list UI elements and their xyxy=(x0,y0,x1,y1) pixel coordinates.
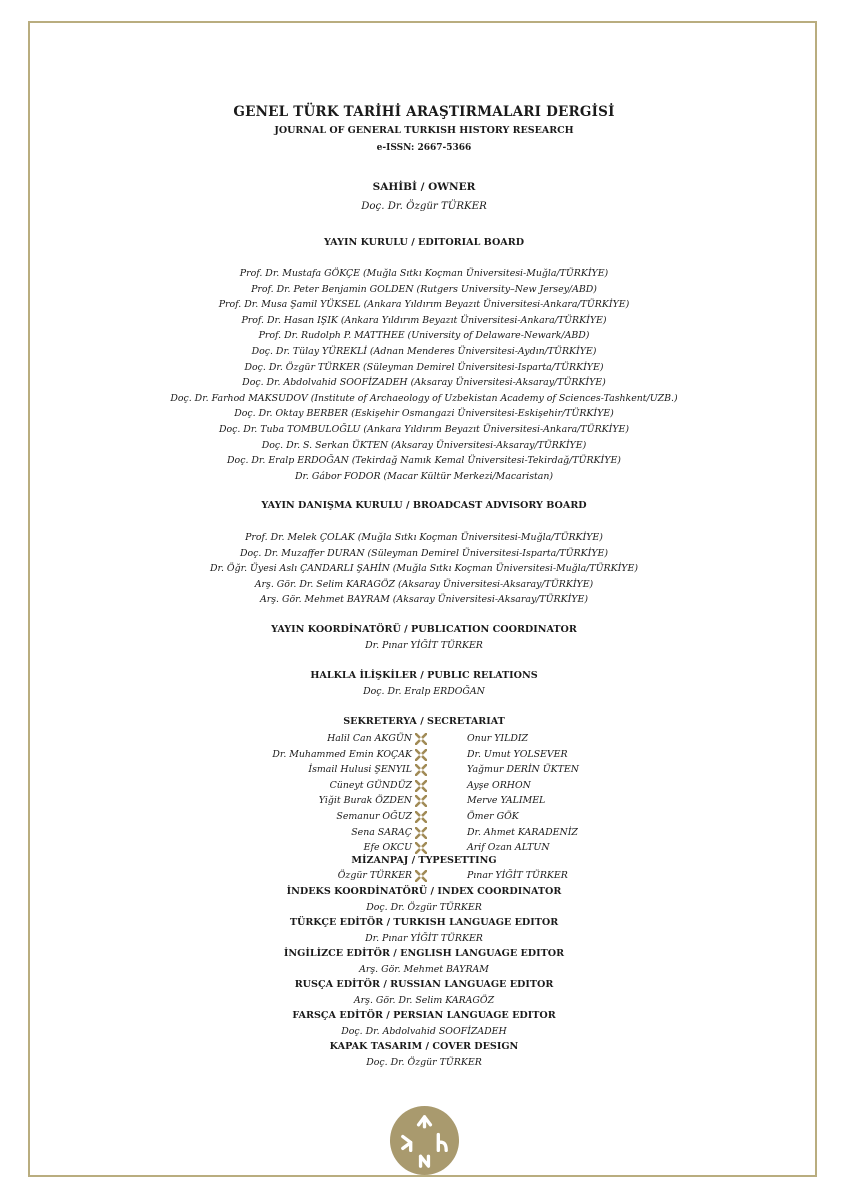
secretariat-row xyxy=(0,793,848,809)
editorial-board-member: Prof. Dr. Peter Benjamin GOLDEN (Rutgers University–New Jersey/ABD) xyxy=(251,283,597,295)
cross-ornament-icon xyxy=(415,827,427,839)
secretariat-left-name: Yiğit Burak ÖZDEN xyxy=(318,795,412,807)
secretariat-heading: SEKRETERYA / SECRETARIAT xyxy=(343,716,505,727)
persian-editor-name: Doç. Dr. Abdolvahid SOOFİZADEH xyxy=(341,1026,507,1037)
english-editor-heading: İNGİLİZCE EDİTÖR / ENGLISH LANGUAGE EDITOR xyxy=(283,948,565,959)
cross-ornament-icon xyxy=(415,764,427,776)
russian-editor-name: Arş. Gör. Dr. Selim KARAGÖZ xyxy=(353,995,495,1006)
advisory-board-member: Arş. Gör. Dr. Selim KARAGÖZ (Aksaray Üniversitesi-Aksaray/TÜRKİYE) xyxy=(254,578,594,590)
secretariat-right-name: Dr. Umut YOLSEVER xyxy=(467,748,568,760)
cover-design-heading: KAPAK TASARIM / COVER DESIGN xyxy=(329,1041,519,1052)
secretariat-left-name: İsmail Hulusi ŞENYIL xyxy=(308,764,412,776)
english-editor-name: Arş. Gör. Mehmet BAYRAM xyxy=(359,964,489,975)
cover-design-name: Doç. Dr. Özgür TÜRKER xyxy=(366,1057,482,1068)
publication-coordinator-name: Dr. Pınar YİĞİT TÜRKER xyxy=(365,640,483,651)
typesetting-left-name: Özgür TÜRKER xyxy=(337,870,412,881)
secretariat-left-name: Sena SARAÇ xyxy=(351,826,412,838)
journal-subtitle: JOURNAL OF GENERAL TURKISH HISTORY RESEARCH xyxy=(274,125,574,136)
cross-ornament-icon xyxy=(415,870,427,882)
secretariat-row xyxy=(0,825,848,841)
secretariat-right-name: Ayşe ORHON xyxy=(467,779,531,791)
secretariat-left-name: Efe OKCU xyxy=(363,842,412,854)
editorial-board-member: Doç. Dr. Tuba TOMBULOĞLU (Ankara Yıldırım Beyazıt Üniversitesi-Ankara/TÜRKİYE) xyxy=(218,423,630,435)
advisory-board-member: Arş. Gör. Mehmet BAYRAM (Aksaray Üniversitesi-Aksaray/TÜRKİYE) xyxy=(259,594,589,606)
typesetting-heading: MİZANPAJ / TYPESETTING xyxy=(351,855,497,866)
secretariat-row xyxy=(0,762,848,778)
persian-editor-heading: FARSÇA EDİTÖR / PERSIAN LANGUAGE EDITOR xyxy=(292,1010,556,1021)
secretariat-left-name: Halil Can AKGÜN xyxy=(327,733,412,744)
advisory-board-member: Doç. Dr. Muzaffer DURAN (Süleyman Demirel Üniversitesi-Isparta/TÜRKİYE) xyxy=(239,547,609,559)
editorial-board-member: Dr. Gábor FODOR (Macar Kültür Merkezi/Macaristan) xyxy=(294,470,554,482)
secretariat-right-name: Merve YALIMEL xyxy=(467,795,546,807)
cross-ornament-icon xyxy=(415,780,427,792)
secretariat-row xyxy=(0,809,848,825)
editorial-board-member: Doç. Dr. Farhod MAKSUDOV (Institute of Archaeology of Uzbekistan Academy of Sciences-Tashkent/UZB.) xyxy=(170,392,678,404)
editorial-board-member: Doç. Dr. Özgür TÜRKER (Süleyman Demirel Üniversitesi-Isparta/TÜRKİYE) xyxy=(244,361,604,373)
secretariat-right-name: Ömer GÖK xyxy=(467,811,519,822)
public-relations-heading: HALKLA İLİŞKİLER / PUBLIC RELATIONS xyxy=(310,670,538,681)
editorial-board-member: Prof. Dr. Hasan IŞIK (Ankara Yıldırım Beyazıt Üniversitesi-Ankara/TÜRKİYE) xyxy=(241,314,607,326)
secretariat-right-name: Yağmur DERİN ÜKTEN xyxy=(467,764,579,776)
russian-editor-heading: RUSÇA EDİTÖR / RUSSIAN LANGUAGE EDITOR xyxy=(294,979,554,990)
cross-ornament-icon xyxy=(415,842,427,854)
advisory-board-member: Dr. Öğr. Üyesi Aslı ÇANDARLI ŞAHİN (Muğla Sıtkı Koçman Üniversitesi-Muğla/TÜRKİYE) xyxy=(210,563,638,575)
index-coordinator-name: Doç. Dr. Özgür TÜRKER xyxy=(366,902,482,913)
publication-coordinator-heading: YAYIN KOORDİNATÖRÜ / PUBLICATION COORDINATOR xyxy=(271,624,577,635)
advisory-board-heading: YAYIN DANIŞMA KURULU / BROADCAST ADVISORY BOARD xyxy=(261,500,587,511)
advisory-board-list xyxy=(0,530,848,608)
editorial-board-list xyxy=(0,266,848,484)
typesetting-right-name: Pınar YİĞİT TÜRKER xyxy=(467,870,568,881)
secretariat-right-name: Onur YILDIZ xyxy=(467,733,529,744)
secretariat-left-name: Dr. Muhammed Emin KOÇAK xyxy=(272,748,412,760)
secretariat-row xyxy=(0,731,848,747)
advisory-board-member: Prof. Dr. Melek ÇOLAK (Muğla Sıtkı Koçman Üniversitesi-Muğla/TÜRKİYE) xyxy=(245,532,603,543)
editorial-board-member: Prof. Dr. Rudolph P. MATTHEE (University of Delaware-Newark/ABD) xyxy=(258,330,590,342)
turkish-editor-heading: TÜRKÇE EDİTÖR / TURKISH LANGUAGE EDITOR xyxy=(289,917,559,928)
editorial-board-member: Prof. Dr. Mustafa GÖKÇE (Muğla Sıtkı Koçman Üniversitesi-Muğla/TÜRKİYE) xyxy=(239,268,609,279)
secretariat-row xyxy=(0,747,848,763)
cross-ornament-icon xyxy=(415,811,427,823)
cross-ornament-icon xyxy=(415,795,427,807)
editorial-board-member: Prof. Dr. Musa Şamil YÜKSEL (Ankara Yıldırım Beyazıt Üniversitesi-Ankara/TÜRKİYE) xyxy=(218,299,630,311)
turkish-editor-name: Dr. Pınar YİĞİT TÜRKER xyxy=(365,933,483,944)
journal-title: GENEL TÜRK TARİHİ ARAŞTIRMALARI DERGİSİ xyxy=(233,104,615,120)
editorial-board-member: Doç. Dr. S. Serkan ÜKTEN (Aksaray Üniversitesi-Aksaray/TÜRKİYE) xyxy=(261,439,587,451)
secretariat-row xyxy=(0,840,848,856)
secretariat-left-name: Cüneyt GÜNDÜZ xyxy=(329,779,412,791)
secretariat-row xyxy=(0,778,848,794)
secretariat-left-name: Semanur OĞUZ xyxy=(336,811,412,822)
cross-ornament-icon xyxy=(415,733,427,745)
public-relations-name: Doç. Dr. Eralp ERDOĞAN xyxy=(363,686,485,697)
owner-name: Doç. Dr. Özgür TÜRKER xyxy=(361,201,487,212)
typesetting-row xyxy=(0,868,848,884)
cross-ornament-icon xyxy=(415,749,427,761)
secretariat-right-name: Arif Ozan ALTUN xyxy=(467,842,550,854)
editorial-board-member: Doç. Dr. Abdolvahid SOOFİZADEH (Aksaray Üniversitesi-Aksaray/TÜRKİYE) xyxy=(242,377,606,389)
index-coordinator-heading: İNDEKS KOORDİNATÖRÜ / INDEX COORDINATOR xyxy=(286,886,562,897)
editorial-board-heading: YAYIN KURULU / EDITORIAL BOARD xyxy=(323,237,525,248)
secretariat-right-name: Dr. Ahmet KARADENİZ xyxy=(467,826,578,838)
editorial-board-member: Doç. Dr. Oktay BERBER (Eskişehir Osmangazi Üniversitesi-Eskişehir/TÜRKİYE) xyxy=(234,408,614,420)
editorial-board-member: Doç. Dr. Eralp ERDOĞAN (Tekirdağ Namık Kemal Üniversitesi-Tekirdağ/TÜRKİYE) xyxy=(227,455,621,467)
owner-heading: SAHİBİ / OWNER xyxy=(372,181,476,193)
journal-issn: e-ISSN: 2667-5366 xyxy=(376,143,472,153)
journal-logo-icon xyxy=(389,1105,460,1176)
editorial-board-member: Doç. Dr. Tülay YÜREKLİ (Adnan Menderes Üniversitesi-Aydın/TÜRKİYE) xyxy=(251,345,597,357)
